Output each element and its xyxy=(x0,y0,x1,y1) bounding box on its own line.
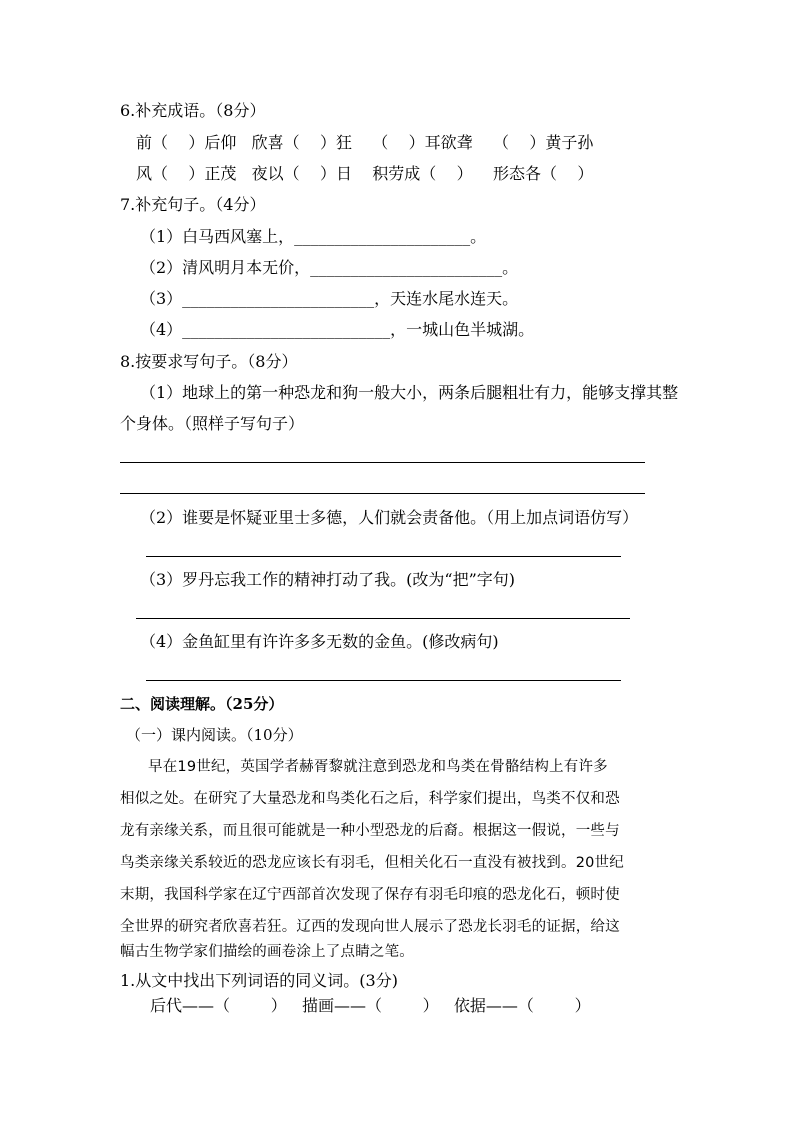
q8-sentence-4: （4）金鱼缸里有许许多多无数的金鱼。(修改病句) xyxy=(140,632,499,651)
passage-line: 龙有亲缘关系，而且很可能就是一种小型恐龙的后裔。根据这一假说，一些与 xyxy=(120,823,620,839)
q8-sentence-1a: （1）地球上的第一种恐龙和狗一般大小，两条后腿粗壮有力，能够支撑其整 xyxy=(140,383,679,402)
q7-title: 7.补充句子。（4分） xyxy=(120,195,266,214)
answer-line-1b[interactable] xyxy=(120,493,645,494)
passage-line: 全世界的研究者欣喜若狂。辽西的发现向世人展示了恐龙长羽毛的证据，给这 xyxy=(120,919,620,935)
section2-sub1: （一）课内阅读。（10分） xyxy=(126,726,303,744)
passage-line: 末期，我国科学家在辽宁西部首次发现了保存有羽毛印痕的恐龙化石，顿时使 xyxy=(120,887,620,903)
q8-title: 8.按要求写句子。（8分） xyxy=(120,352,298,371)
passage-line: 幅古生物学家们描绘的画卷涂上了点睛之笔。 xyxy=(120,944,414,960)
q6-row1: 前（ ）后仰 欣喜（ ）狂 （ ）耳欲聋 （ ）黄子孙 xyxy=(136,133,594,152)
passage-line: 相似之处。在研究了大量恐龙和鸟类化石之后，科学家们提出，鸟类不仅和恐 xyxy=(120,791,620,807)
answer-line-1a[interactable] xyxy=(120,462,645,463)
answer-line-3[interactable] xyxy=(136,618,630,619)
q8-sentence-2: （2）谁要是怀疑亚里士多德，人们就会责备他。（用上加点词语仿写） xyxy=(140,508,639,527)
passage-line: 鸟类亲缘关系较近的恐龙应该长有羽毛，但相关化石一直没有被找到。20世纪 xyxy=(120,855,624,871)
q8-sentence-1b: 个身体。（照样子写句子） xyxy=(120,414,305,433)
passage-line: 早在19世纪，英国学者赫胥黎就注意到恐龙和鸟类在骨骼结构上有许多 xyxy=(148,759,608,775)
q7-sentence-2: （2）清风明月本无价，________________________。 xyxy=(140,258,519,277)
section2-title: 二、阅读理解。（25分） xyxy=(120,695,284,713)
q7-sentence-4: （4）__________________________，一城山色半城湖。 xyxy=(140,320,535,339)
q6-title: 6.补充成语。（8分） xyxy=(120,101,266,120)
answer-line-4[interactable] xyxy=(146,680,621,681)
answer-line-2[interactable] xyxy=(146,556,621,557)
q6-row2: 风（ ）正茂 夜以（ ）日 积劳成（ ） 形态各（ ） xyxy=(136,164,594,183)
q7-sentence-1: （1）白马西风塞上，______________________。 xyxy=(140,227,487,246)
reading-q1-items: 后代——（ ） 描画——（ ） 依据——（ ） xyxy=(150,996,591,1015)
q7-sentence-3: （3）________________________，天连水尾水连天。 xyxy=(140,289,519,308)
reading-q1-title: 1.从文中找出下列词语的同义词。(3分) xyxy=(120,971,398,990)
q8-sentence-3: （3）罗丹忘我工作的精神打动了我。(改为“把”字句) xyxy=(140,570,516,589)
